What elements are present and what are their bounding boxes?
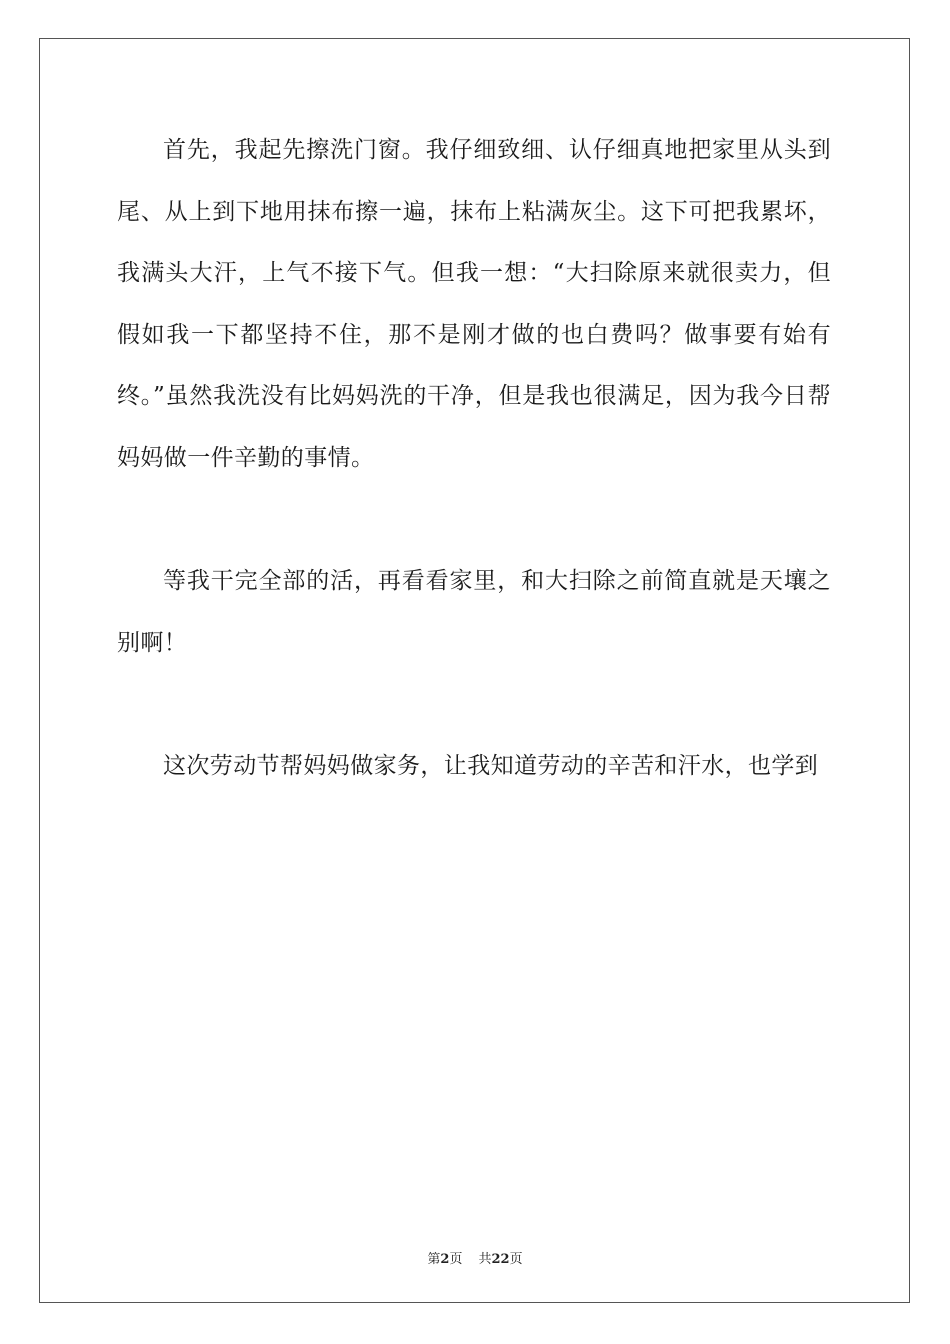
total-suffix: 页 [509,1252,523,1267]
page-suffix: 页 [449,1252,463,1267]
page-prefix: 第 [427,1252,441,1267]
paragraph-1: 首先，我起先擦洗门窗。我仔细致细、认仔细真地把家里从头到尾、从上到下地用抹布擦一遍，抹布上粘满灰尘。这下可把我累坏，我满头大汗，上气不接下气。但我一想：“大扫除原来就很卖力，但假如我一下都坚持不住，那不是刚才做的也白费吗？做事要有始有终。”虽然我洗没有比妈妈洗的干净，但是我也很满足，因为我今日帮妈妈做一件辛勤的事情。 [117,137,831,471]
total-pages: 22 [491,1252,510,1267]
paragraph-2: 等我干完全部的活，再看看家里，和大扫除之前简直就是天壤之别啊！ [117,568,831,656]
page-number: 2 [440,1252,450,1267]
paragraph-3: 这次劳动节帮妈妈做家务，让我知道劳动的辛苦和汗水，也学到 [163,752,819,779]
page-footer [0,1248,950,1267]
document-body [117,120,831,798]
total-prefix: 共 [478,1252,492,1267]
